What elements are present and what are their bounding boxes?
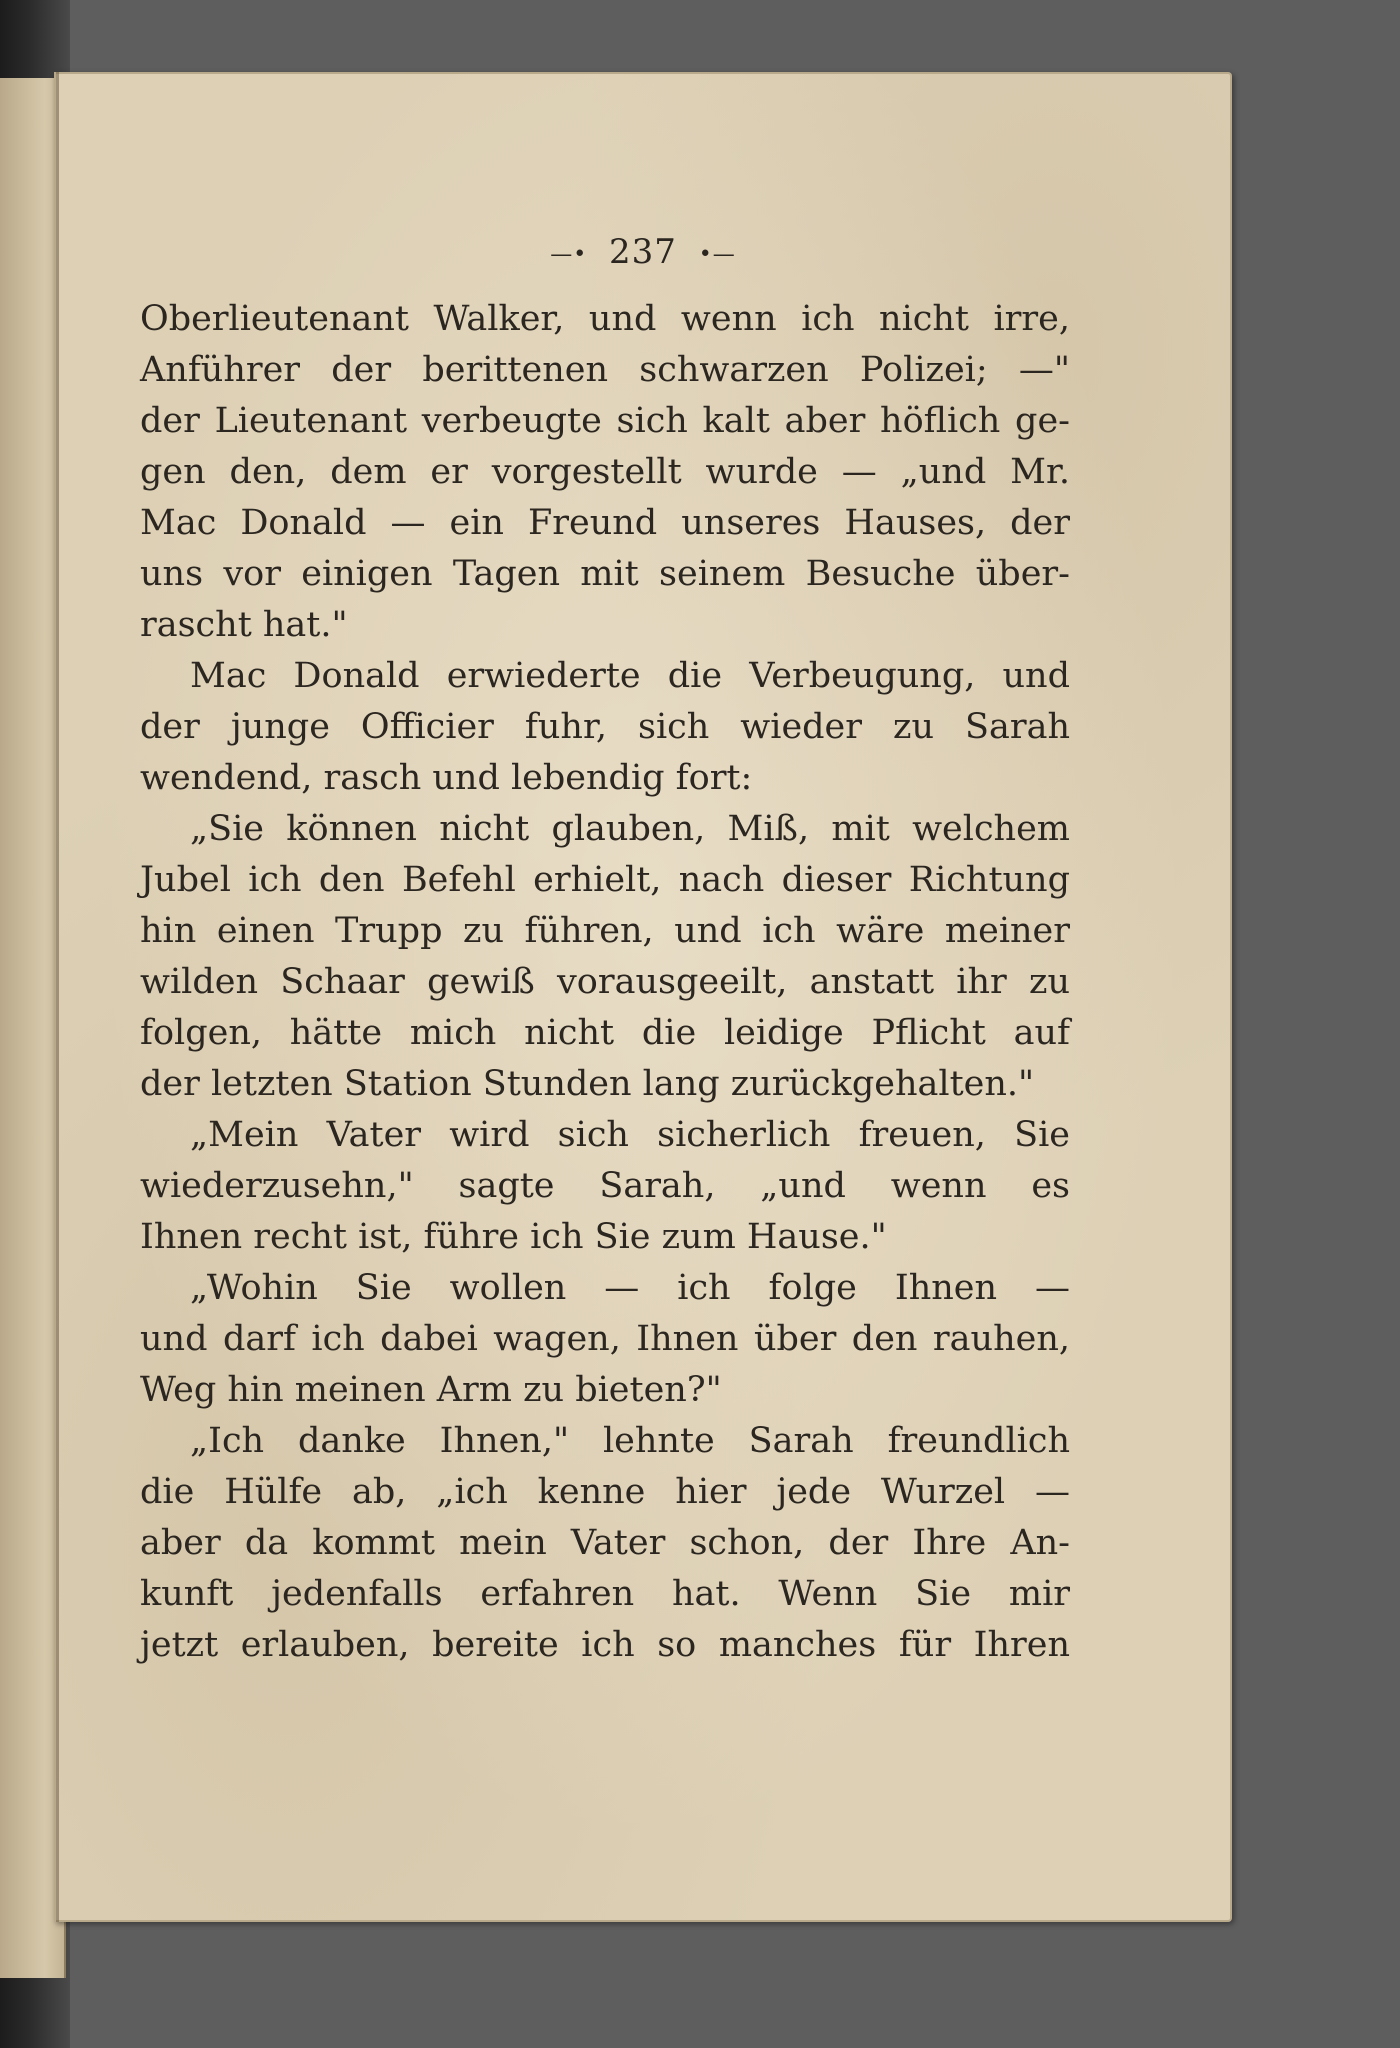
text-line: die Hülfe ab, „ich kenne hier jede Wurzel — bbox=[140, 1472, 1070, 1512]
text-line: Weg hin meinen Arm zu bieten?" bbox=[140, 1370, 722, 1410]
text-line: Oberlieutenant Walker, und wenn ich nicht irre, bbox=[140, 299, 1070, 339]
text-line: und darf ich dabei wagen, Ihnen über den rauhen, bbox=[140, 1319, 1070, 1359]
text-line: rascht hat." bbox=[140, 605, 348, 645]
text-line: Mac Donald erwiederte die Verbeugung, und bbox=[190, 656, 1070, 696]
header-ornament-left: —• bbox=[550, 241, 588, 267]
text-line: wilden Schaar gewiß vorausgeeilt, anstatt ihr zu bbox=[140, 962, 1070, 1002]
text-line: wendend, rasch und lebendig fort: bbox=[140, 758, 753, 798]
page-header bbox=[54, 232, 1232, 272]
text-line: jetzt erlauben, bereite ich so manches für Ihren bbox=[140, 1625, 1070, 1665]
header-ornament-right: •— bbox=[698, 241, 736, 267]
text-line: „Sie können nicht glauben, Miß, mit welchem bbox=[190, 809, 1070, 849]
spine-crease bbox=[56, 72, 59, 1922]
text-line: Mac Donald — ein Freund unseres Hauses, der bbox=[140, 503, 1070, 543]
text-line: Ihnen recht ist, führe ich Sie zum Hause." bbox=[140, 1217, 887, 1257]
page-number: 237 bbox=[609, 232, 677, 272]
text-line: folgen, hätte mich nicht die leidige Pflicht auf bbox=[140, 1013, 1070, 1053]
text-line: uns vor einigen Tagen mit seinem Besuche über- bbox=[140, 554, 1070, 594]
text-line: Jubel ich den Befehl erhielt, nach dieser Richtung bbox=[140, 860, 1070, 900]
text-line: „Wohin Sie wollen — ich folge Ihnen — bbox=[190, 1268, 1070, 1308]
text-line: gen den, dem er vorgestellt wurde — „und Mr. bbox=[140, 452, 1070, 492]
text-line: der letzten Station Stunden lang zurückgehalten." bbox=[140, 1064, 1035, 1104]
text-line: aber da kommt mein Vater schon, der Ihre An- bbox=[140, 1523, 1070, 1563]
text-line: der junge Officier fuhr, sich wieder zu Sarah bbox=[140, 707, 1070, 747]
book-page bbox=[54, 72, 1232, 1922]
body-text bbox=[140, 294, 1070, 1671]
text-line: der Lieutenant verbeugte sich kalt aber höflich ge- bbox=[140, 401, 1070, 441]
text-line: wiederzusehn," sagte Sarah, „und wenn es bbox=[140, 1166, 1070, 1206]
text-line: Anführer der berittenen schwarzen Polizei; —" bbox=[140, 350, 1070, 390]
text-line: „Ich danke Ihnen," lehnte Sarah freundlich bbox=[190, 1421, 1070, 1461]
text-line: „Mein Vater wird sich sicherlich freuen, Sie bbox=[190, 1115, 1070, 1155]
text-line: kunft jedenfalls erfahren hat. Wenn Sie mir bbox=[140, 1574, 1070, 1614]
text-line: hin einen Trupp zu führen, und ich wäre meiner bbox=[140, 911, 1070, 951]
